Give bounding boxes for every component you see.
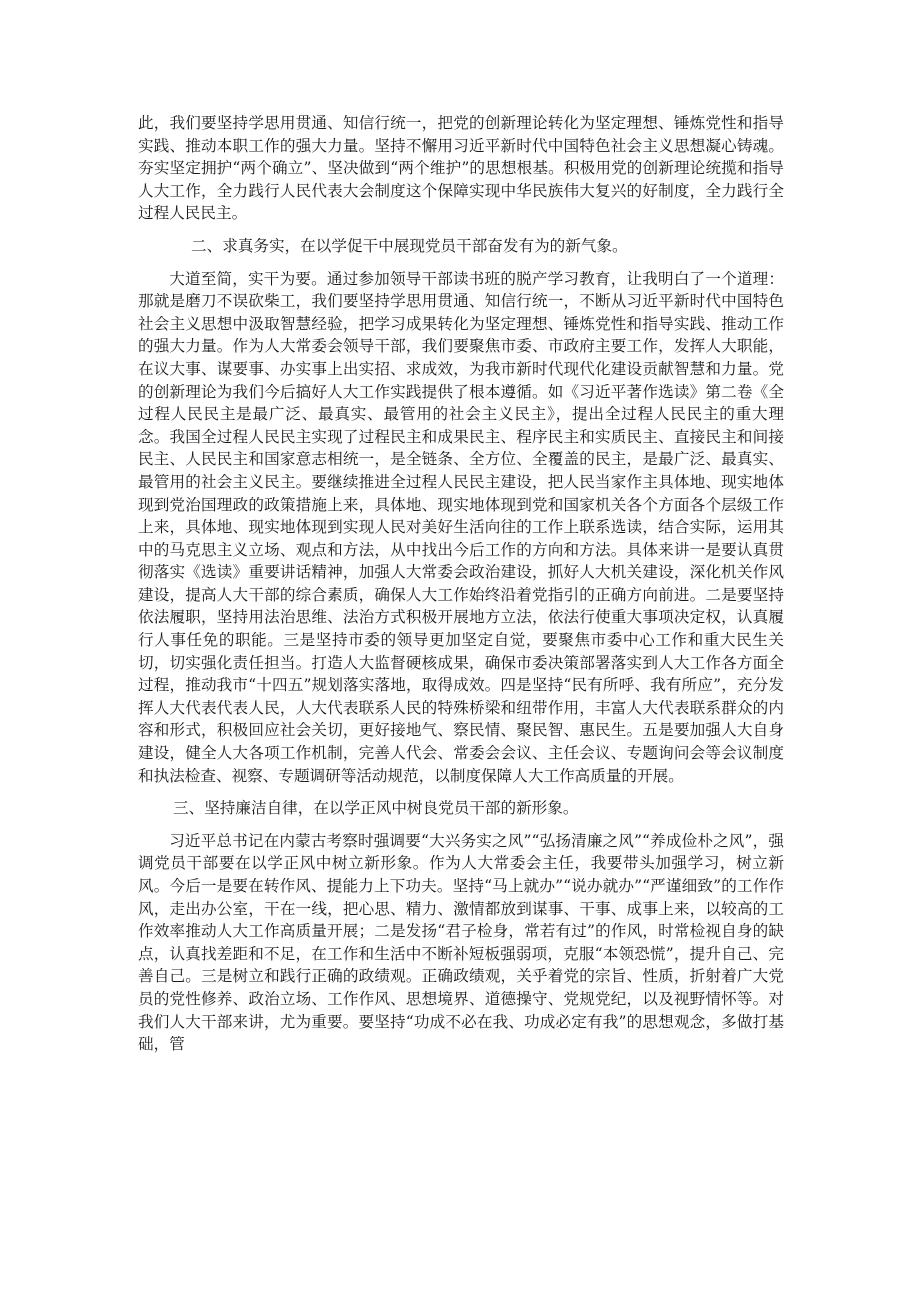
body-paragraph-3: 习近平总书记在内蒙古考察时强调要“大兴务实之风”“弘扬清廉之风”“养成俭朴之风”，强调党员干部要在以学正风中树立新形象。作为人大常委会主任，我要带头加强学习，树立新风。今后一是要在转作风、提能力上下功夫。坚持“马上就办”“说办就办”“严谨细致”的工作作风，走出办公室，干在一线，把心思、精力、激情都放到谋事、干事、成事上来，以较高的工作效率推动人大工作高质量开展；二是发扬“君子检身，常若有过”的作风，时常检视自身的缺点，认真找差距和不足，在工作和生活中不断补短板强弱项，克服“本领恐慌”，提升自己、完善自己。三是树立和践行正确的政绩观。正确政绩观，关乎着党的宗旨、性质，折射着广大党员的党性修养、政治立场、工作作风、思想境界、道德操守、党规党纪，以及视野情怀等。对我们人大干部来讲，尤为重要。要坚持“功成不必在我、功成必定有我”的思想观念，多做打基础，管 [138, 831, 784, 1054]
body-paragraph-1: 此，我们要坚持学思用贯通、知信行统一，把党的创新理论转化为坚定理想、锤炼党性和指导实践、推动本职工作的强大力量。坚持不懈用习近平新时代中国特色社会主义思想凝心铸魂。夯实坚定拥护“两个确立”、坚决做到“两个维护”的思想根基。积极用党的创新理论统揽和指导人大工作，全力践行人民代表大会制度这个保障实现中华民族伟大复兴的好制度，全力践行全过程人民民主。 [138, 114, 784, 223]
section-heading-2: 二、求真务实，在以学促干中展现党员干部奋发有为的新气象。 [191, 236, 628, 255]
body-paragraph-2: 大道至简，实干为要。通过参加领导干部读书班的脱产学习教育，让我明白了一个道理：那就是磨刀不误砍柴工，我们要坚持学思用贯通、知信行统一，不断从习近平新时代中国特色社会主义思想中汲取智慧经验，把学习成果转化为坚定理想、锤炼党性和指导实践、推动工作的强大力量。作为人大常委会领导干部，我们要聚焦市委、市政府主要工作，发挥人大职能，在议大事、谋要事、办实事上出实招、求成效，为我市新时代现代化建设贡献智慧和力量。党的创新理论为我们今后搞好人大工作实践提供了根本遵循。如《习近平著作选读》第二卷《全过程人民民主是最广泛、最真实、最管用的社会主义民主》，提出全过程人民民主的重大理念。我国全过程人民民主实现了过程民主和成果民主、程序民主和实质民主、直接民主和间接民主、人民民主和国家意志相统一，是全链条、全方位、全覆盖的民主，是最广泛、最真实、最管用的社会主义民主。要继续推进全过程人民民主建设，把人民当家作主具体地、现实地体现到党治国理政的政策措施上来，具体地、现实地体现到党和国家机关各个方面各个层级工作上来，具体地、现实地体现到实现人民对美好生活向往的工作上联系选读，结合实际，运用其中的马克思主义立场、观点和方法，从中找出今后工作的方向和方法。具体来讲一是要认真贯彻落实《选读》重要讲话精神，加强人大常委会政治建设，抓好人大机关建设，深化机关作风建设，提高人大干部的综合素质，确保人大工作始终沿着党指引的正确方向前进。二是要坚持依法履职，坚持用法治思维、法治方式积极开展地方立法，依法行使重大事项决定权，认真履行人事任免的职能。三是坚持市委的领导更加坚定自觉，要聚焦市委中心工作和重大民生关切，切实强化责任担当。打造人大监督硬核成果，确保市委决策部署落实到人大工作各方面全过程，推动我市“十四五”规划落实落地，取得成效。四是坚持“民有所呼、我有所应”，充分发挥人大代表代表人民，人大代表联系人民的特殊桥梁和纽带作用，丰富人大代表联系群众的内容和形式，积极回应社会关切，更好接地气、察民情、聚民智、惠民生。五是要加强人大自身建设，健全人大各项工作机制，完善人代会、常委会会议、主任会议、专题询问会等会议制度和执法检查、视察、专题调研等活动规范，以制度保障人大工作高质量的开展。 [138, 269, 784, 785]
section-heading-3: 三、坚持廉洁自律，在以学正风中树良党员干部的新形象。 [173, 799, 579, 818]
